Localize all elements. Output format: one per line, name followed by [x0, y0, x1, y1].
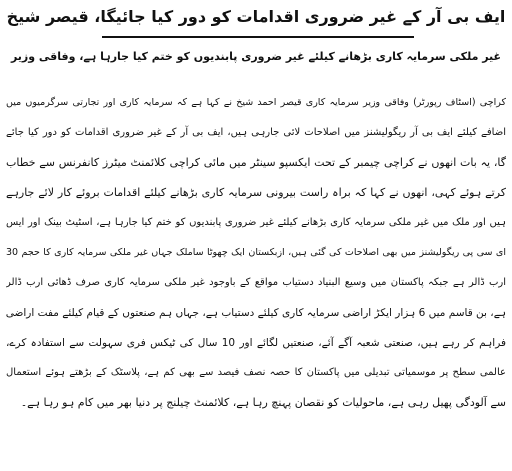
- body-line: عالمی سطح پر موسمیاتی تبدیلی میں پاکستان کا حصہ نصف فیصد سے بھی کم ہے، پلاسٹک کے بڑھتے ہوئے استعمال: [6, 367, 506, 378]
- body-line: اضافے کیلئے ایف بی آر ریگولیشنز میں اصلاحات لائی جارہی ہیں، ایف بی آر کے غیر ضروری اقدامات کو دور کیا جائے: [6, 127, 506, 138]
- body-line: ای سی پی ریگولیشنز میں بھی اصلاحات کی گئی ہیں، ازبکستان ایک چھوٹا ساملک جہاں غیر ملکی سرمایہ کاری کا حجم 30: [6, 247, 506, 258]
- news-article: [6, 0, 506, 471]
- body-line: ہے، بن قاسم میں 6 ہزار ایکڑ اراضی سرمایہ کاری کیلئے دستیاب ہے، جہاں ہم صنعتوں کے قیام کیلئے مفت اراضی: [6, 307, 506, 319]
- body-line: کرتے ہوئے کہی، انھوں نے کہا کہ براہ راست بیرونی سرمایہ کاری بڑھانے کیلئے اقدامات بروئے کار لائے جارہے: [6, 186, 506, 199]
- body-line: ارب ڈالر ہے جبکہ پاکستان میں وسیع البنیاد دستیاب مواقع کے باوجود غیر ملکی سرمایہ کاری صرف ڈھائی ارب ڈالر: [6, 277, 506, 288]
- headline-sub: غیر ملکی سرمایہ کاری بڑھانے کیلئے غیر ضروری پابندیوں کو ختم کیا جارہا ہے، وفاقی وزیر: [10, 50, 502, 63]
- headline-underline: [102, 36, 414, 38]
- headline-main: ایف بی آر کے غیر ضروری اقدامات کو دور کیا جائیگا، قیصر شیخ: [6, 7, 506, 26]
- body-line: کراچی (اسٹاف رپورٹر) وفاقی وزیر سرمایہ کاری قیصر احمد شیخ نے کہا ہے کہ سرمایہ کاری اور تجارتی سرگرمیوں میں: [6, 97, 506, 108]
- body-line: گا، یہ بات انھوں نے کراچی چیمبر کے تحت ایکسپو سینٹر میں مائی کراچی کلائمنٹ میٹرز کانفرنس سے خطاب: [6, 156, 506, 169]
- body-line-last: سے آلودگی پھیل رہی ہے، ماحولیات کو نقصان پہنچ رہا ہے، کلائمنٹ چیلنج پر دنیا بھر میں کام ہو رہا ہے۔: [20, 396, 506, 409]
- body-line: فراہم کر رہے ہیں، صنعتی شعبہ آگے آئے، صنعتیں لگائے اور 10 سال کی ٹیکس فری سہولت سے استفادہ کرے،: [6, 337, 506, 349]
- body-line: ہیں اور ملک میں غیر ملکی سرمایہ کاری بڑھانے کیلئے غیر ضروری پابندیوں کو ختم کیا جارہا ہے، اسٹیٹ بینک اور ایس: [6, 217, 506, 228]
